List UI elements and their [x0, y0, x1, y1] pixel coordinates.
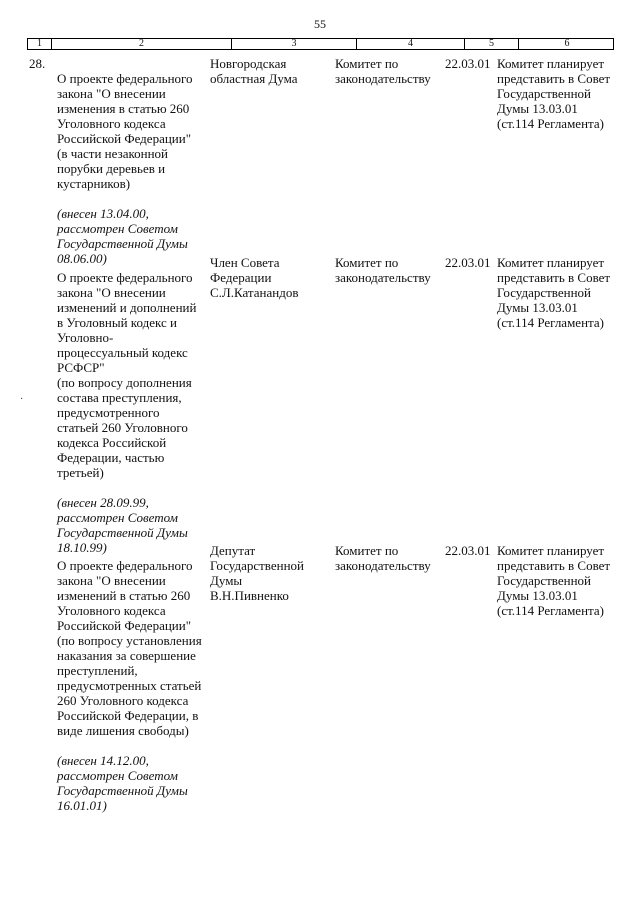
bill-note: (внесен 13.04.00, рассмотрен Советом Государственной Думы 08.06.00): [57, 206, 188, 266]
bill-title: [57, 543, 235, 828]
bill-note: (внесен 28.09.99, рассмотрен Советом Государственной Думы 18.10.99): [57, 495, 188, 555]
page-number: 55: [314, 17, 326, 31]
column-header-1: 1: [28, 39, 52, 49]
bill-title-text: О проекте федерального закона "О внесении изменений и дополнений в Уголовный кодекс и Уголовно- процессуальный кодекс РСФСР" (по вопросу дополнения состава преступления, предусмотренного статьей 260 Уголовного кодекса Российской Федерации, частью третьей): [57, 270, 197, 480]
bill-title: [57, 56, 235, 281]
review-date: 22.03.01: [445, 56, 491, 71]
bill-title-text: О проекте федерального закона "О внесении изменения в статью 260 Уголовного кодекса Российской Федерации" (в части незаконной порубки деревьев и кустарников): [57, 71, 193, 191]
column-header-2: 2: [52, 39, 232, 49]
column-header-3: 3: [232, 39, 357, 49]
bill-author: Новгородская областная Дума: [210, 56, 298, 86]
committee-decision: Комитет планирует представить в Совет Государственной Думы 13.03.01 (ст.114 Регламента): [497, 255, 611, 330]
review-date: 22.03.01: [445, 255, 491, 270]
table-header: [27, 38, 614, 50]
review-date: 22.03.01: [445, 543, 491, 558]
row-number: 28.: [29, 56, 46, 71]
committee-decision: Комитет планирует представить в Совет Государственной Думы 13.03.01 (ст.114 Регламента): [497, 56, 611, 131]
bill-author: Член Совета Федерации С.Л.Катанандов: [210, 255, 299, 300]
responsible-committee: Комитет по законодательству: [335, 56, 431, 86]
bill-title-text: О проекте федерального закона "О внесении изменений в статью 260 Уголовного кодекса Российской Федерации" (по вопросу установления наказания за совершение преступлений, предусмотренных статьей 260 Уголовного кодекса Российской Федерации, в виде лишения свободы): [57, 558, 202, 738]
scan-speck: ·: [20, 394, 24, 405]
bill-note: (внесен 14.12.00, рассмотрен Советом Государственной Думы 16.01.01): [57, 753, 188, 813]
bill-author: Депутат Государственной Думы В.Н.Пивненко: [210, 543, 305, 603]
bill-title: [57, 255, 235, 570]
responsible-committee: Комитет по законодательству: [335, 255, 431, 285]
responsible-committee: Комитет по законодательству: [335, 543, 431, 573]
column-header-6: 6: [564, 38, 570, 49]
committee-decision: Комитет планирует представить в Совет Государственной Думы 13.03.01 (ст.114 Регламента): [497, 543, 611, 618]
column-header-5: 5: [465, 39, 519, 49]
column-header-4: 4: [357, 39, 465, 49]
